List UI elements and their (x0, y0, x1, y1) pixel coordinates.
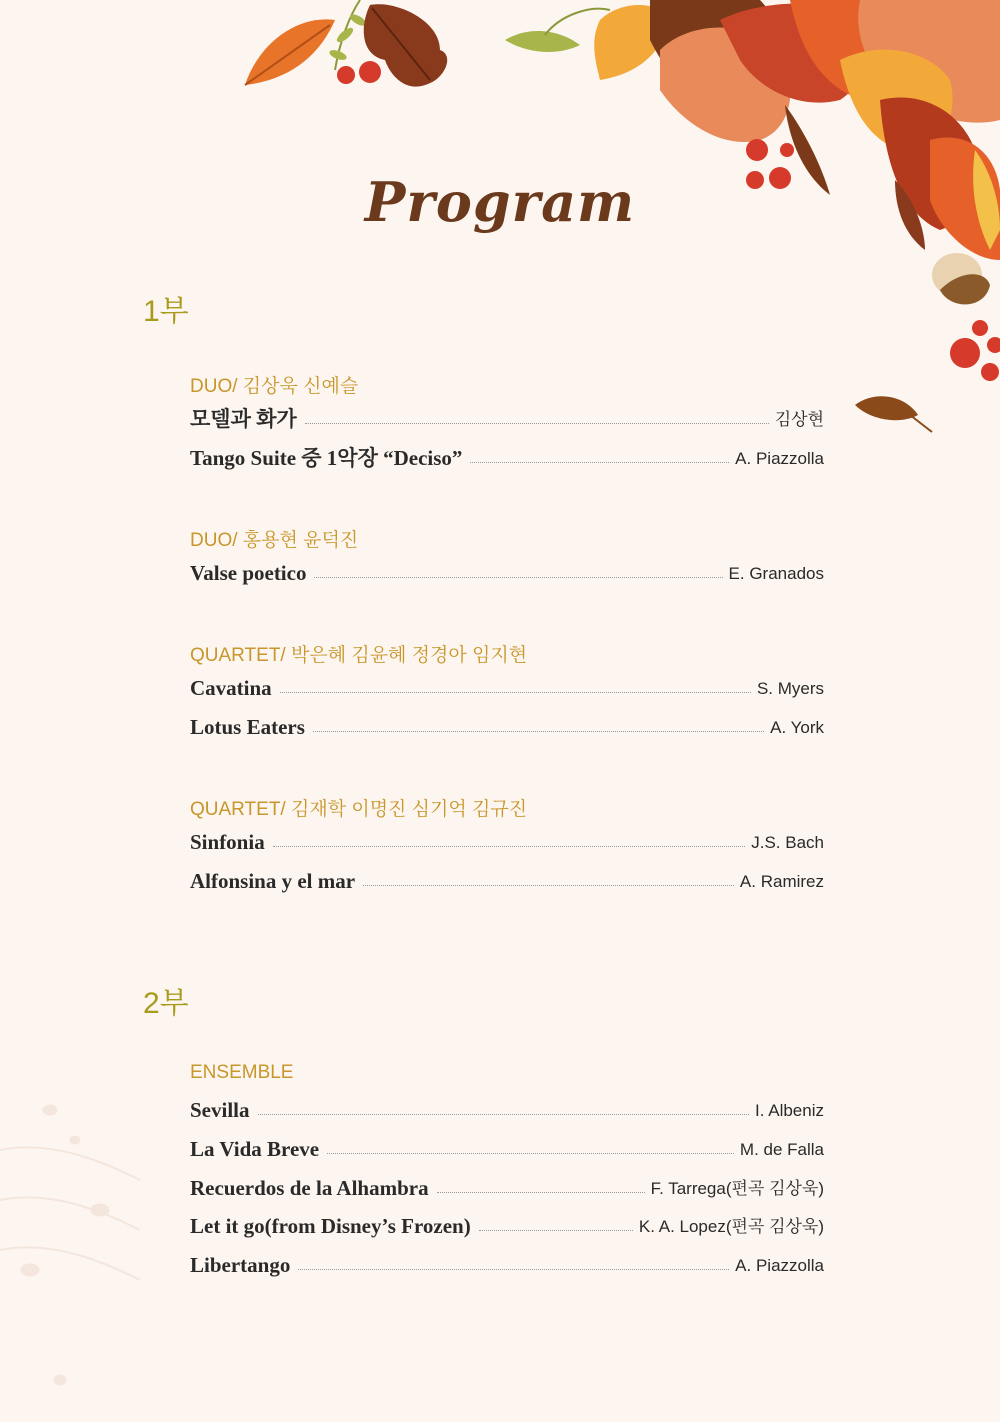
dot-leader (437, 1191, 645, 1193)
dot-leader (470, 461, 729, 463)
dot-leader (305, 422, 769, 424)
piece-title: Lotus Eaters (190, 715, 305, 739)
dot-leader (280, 691, 751, 693)
composer: A. Piazzolla (735, 449, 824, 468)
program-item (190, 441, 824, 471)
page-title: Program (364, 170, 636, 234)
group-heading: ENSEMBLE (190, 1062, 294, 1083)
program-item (190, 864, 824, 894)
piece-title: Cavatina (190, 676, 272, 700)
program-item (190, 1209, 824, 1239)
program-item (190, 1248, 824, 1278)
piece-title: Recuerdos de la Alhambra (190, 1176, 429, 1200)
composer: E. Granados (728, 564, 824, 583)
composer: I. Albeniz (755, 1101, 824, 1120)
dot-leader (327, 1152, 734, 1154)
program-item (190, 1093, 824, 1123)
composer: K. A. Lopez(편곡 김상욱) (638, 1217, 824, 1236)
dot-leader (314, 576, 722, 578)
dot-leader (313, 730, 764, 732)
dot-leader (298, 1268, 729, 1270)
program-item (190, 1171, 824, 1201)
piece-title: Sevilla (190, 1098, 250, 1122)
composer: F. Tarrega(편곡 김상욱) (650, 1179, 824, 1198)
program-item (190, 1132, 824, 1162)
group-heading: DUO/ 김상욱 신예슬 (190, 376, 359, 397)
piece-title: Tango Suite 중 1악장 “Deciso” (190, 446, 463, 470)
piece-title: Libertango (190, 1253, 291, 1277)
composer: A. Piazzolla (735, 1256, 824, 1275)
piece-title: Valse poetico (190, 561, 307, 585)
composer: M. de Falla (739, 1140, 824, 1159)
program-item (190, 402, 824, 432)
composer: S. Myers (756, 679, 824, 698)
piece-title: Alfonsina y el mar (190, 869, 356, 893)
group-heading: QUARTET/ 김재학 이명진 심기억 김규진 (190, 799, 528, 820)
part-1-heading: 1부 (143, 295, 189, 328)
dot-leader (363, 884, 734, 886)
group-heading: DUO/ 홍용현 윤덕진 (190, 530, 359, 551)
dot-leader (258, 1113, 749, 1115)
composer: A. Ramirez (739, 872, 824, 891)
piece-title: Sinfonia (190, 830, 265, 854)
program-item (190, 710, 824, 740)
program-item (190, 825, 824, 855)
group-heading: QUARTET/ 박은혜 김윤혜 정경아 임지현 (190, 645, 528, 666)
program-item (190, 671, 824, 701)
dot-leader (273, 845, 746, 847)
piece-title: 모델과 화가 (190, 407, 297, 431)
program-item (190, 556, 824, 586)
composer: A. York (770, 718, 824, 737)
part-2-heading: 2부 (143, 987, 189, 1020)
piece-title: La Vida Breve (190, 1137, 320, 1161)
composer: J.S. Bach (751, 833, 824, 852)
dot-leader (479, 1229, 633, 1231)
piece-title: Let it go(from Disney’s Frozen) (190, 1214, 471, 1238)
composer: 김상현 (774, 410, 824, 429)
